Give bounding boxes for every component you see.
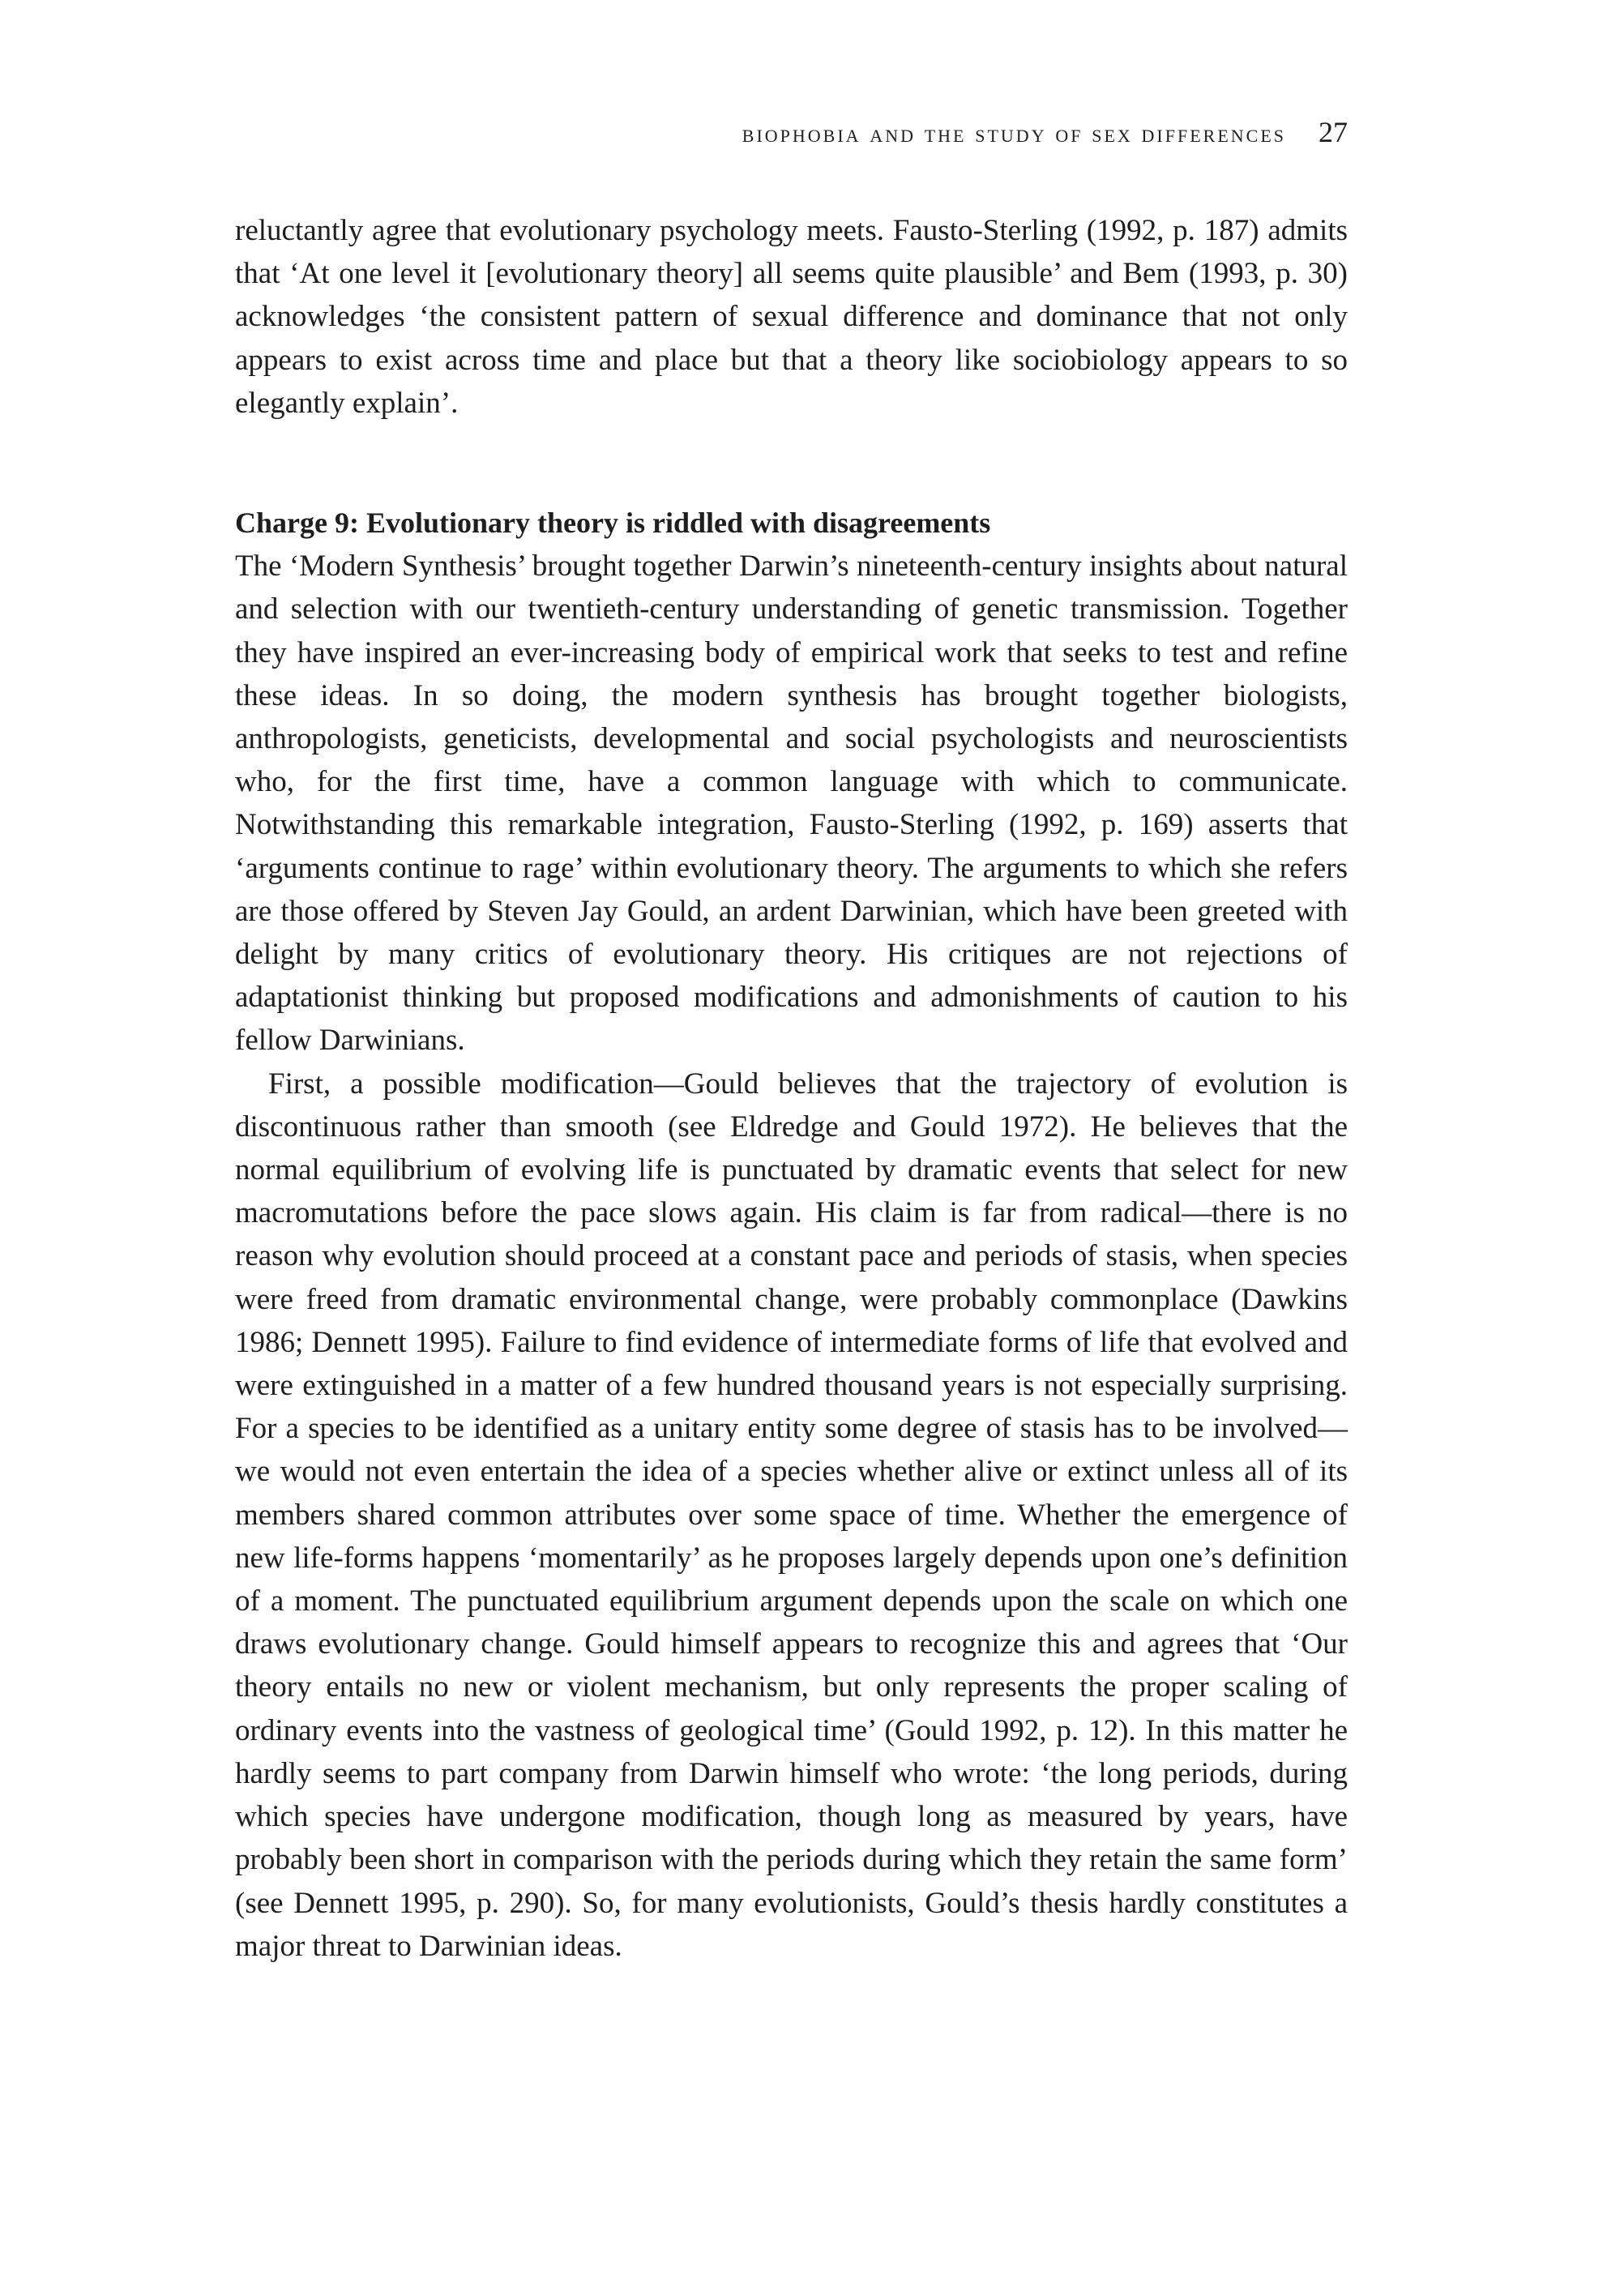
paragraph-gould-modification: First, a possible modification—Gould believes that the trajectory of evolution is discontinuous rather than smooth (see Eldredge and Gould 1972). He believes that the normal equilibrium of evolving life is punctuated by dramatic events that select for new macromutations before the pace slows again. His claim is far from radical—there is no reason why evolution should proceed at a constant pace and periods of stasis, when species were freed from dramatic environmental change, were probably commonplace (Dawkins 1986; Dennett 1995). Failure to find evidence of intermediate forms of life that evolved and were extinguished in a matter of a few hundred thousand years is not especially surprising. For a species to be identified as a unitary entity some degree of stasis has to be involved—we would not even entertain the idea of a species whether alive or extinct unless all of its members shared common attributes over some space of time. Whether the emergence of new life-forms happens ‘momentarily’ as he proposes largely depends upon one’s definition of a moment. The punctuated equilibrium argument depends upon the scale on which one draws evolutionary change. Gould himself appears to recognize this and agrees that ‘Our theory entails no new or violent mechanism, but only represents the proper scaling of ordinary events into the vastness of geological time’ (Gould 1992, p. 12). In this matter he hardly seems to part company from Darwin himself who wrote: ‘the long periods, during which species have undergone modification, though long as measured by years, have probably been short in comparison with the periods during which they retain the same form’ (see Dennett 1995, p. 290). So, for many evolutionists, Gould’s thesis hardly constitutes a major threat to Darwinian ideas.: [235, 1067, 1348, 1963]
running-head-title: biophobia and the study of sex differences: [742, 119, 1286, 148]
section-heading: Charge 9: Evolutionary theory is riddled with disagreements: [235, 507, 991, 539]
paragraph-continued: reluctantly agree that evolutionary psychology meets. Fausto-Sterling (1992, p. 187) admits that ‘At one level it [evolutionary theory] all seems quite plausible’ and Bem (1993, p. 30) acknowledges ‘the consistent pattern of sexual difference and dominance that not only appears to exist across time and place but that a theory like sociobiology appears to so elegantly explain’.: [235, 214, 1348, 420]
paragraph-modern-synthesis: The ‘Modern Synthesis’ brought together Darwin’s nineteenth-century insights about natural and selection with our twentieth-century understanding of genetic transmission. Together they have inspired an ever-increasing body of empirical work that seeks to test and refine these ideas. In so doing, the modern synthesis has brought together biologists, anthropologists, geneticists, developmental and social psychologists and neuroscientists who, for the first time, have a common language with which to communicate. Notwithstanding this remarkable integration, Fausto-Sterling (1992, p. 169) asserts that ‘arguments continue to rage’ within evolutionary theory. The arguments to which she refers are those offered by Steven Jay Gould, an ardent Darwinian, which have been greeted with delight by many critics of evolutionary theory. His critiques are not rejections of adaptationist thinking but proposed modifications and admonishments of caution to his fellow Darwinians.: [235, 549, 1348, 1058]
section-charge-9: [235, 502, 1348, 1968]
running-head: [235, 115, 1348, 149]
page-number: 27: [1319, 116, 1348, 148]
